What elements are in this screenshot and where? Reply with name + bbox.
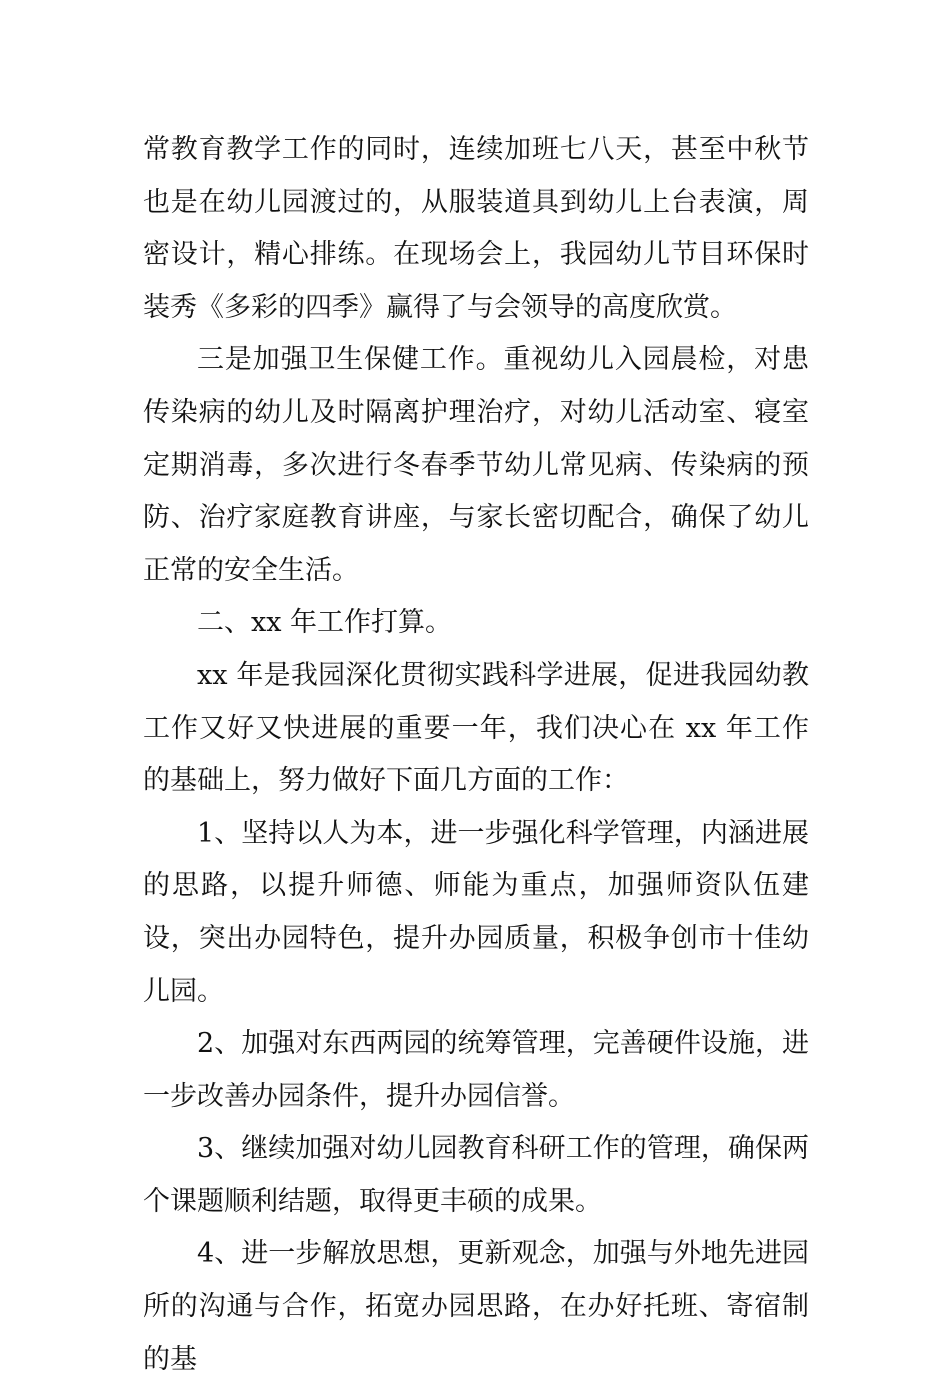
section-heading-plan: 二、xx 年工作打算。 bbox=[197, 607, 453, 639]
paragraph-health-work: 三是加强卫生保健工作。重视幼儿入园晨检，对患传染病的幼儿及时隔离护理治疗，对幼儿活动室、寝室定期消毒，多次进行冬春季节幼儿常见病、传染病的预防、治疗家庭教育讲座，与家长密切配合，确保了幼儿正常的安全生活。 bbox=[143, 344, 809, 586]
paragraph-continuation: 常教育教学工作的同时，连续加班七八天，甚至中秋节也是在幼儿园渡过的，从服装道具到幼儿上台表演，周密设计，精心排练。在现场会上，我园幼儿节目环保时装秀《多彩的四季》赢得了与会领导的高度欣赏。 bbox=[143, 134, 809, 323]
list-item-2: 2、加强对东西两园的统筹管理，完善硬件设施，进一步改善办园条件，提升办园信誉。 bbox=[143, 1028, 809, 1112]
document-body bbox=[143, 124, 809, 1386]
paragraph-plan-intro: xx 年是我园深化贯彻实践科学进展，促进我园幼教工作又好又快进展的重要一年，我们决心在 xx 年工作的基础上，努力做好下面几方面的工作： bbox=[143, 659, 809, 797]
list-item-4: 4、进一步解放思想，更新观念，加强与外地先进园所的沟通与合作，拓宽办园思路，在办好托班、寄宿制的基 bbox=[143, 1238, 809, 1375]
list-item-3: 3、继续加强对幼儿园教育科研工作的管理，确保两个课题顺利结题，取得更丰硕的成果。 bbox=[143, 1133, 809, 1217]
list-item-1: 1、坚持以人为本，进一步强化科学管理，内涵进展的思路，以提升师德、师能为重点，加强师资队伍建设，突出办园特色，提升办园质量，积极争创市十佳幼儿园。 bbox=[143, 817, 809, 1007]
